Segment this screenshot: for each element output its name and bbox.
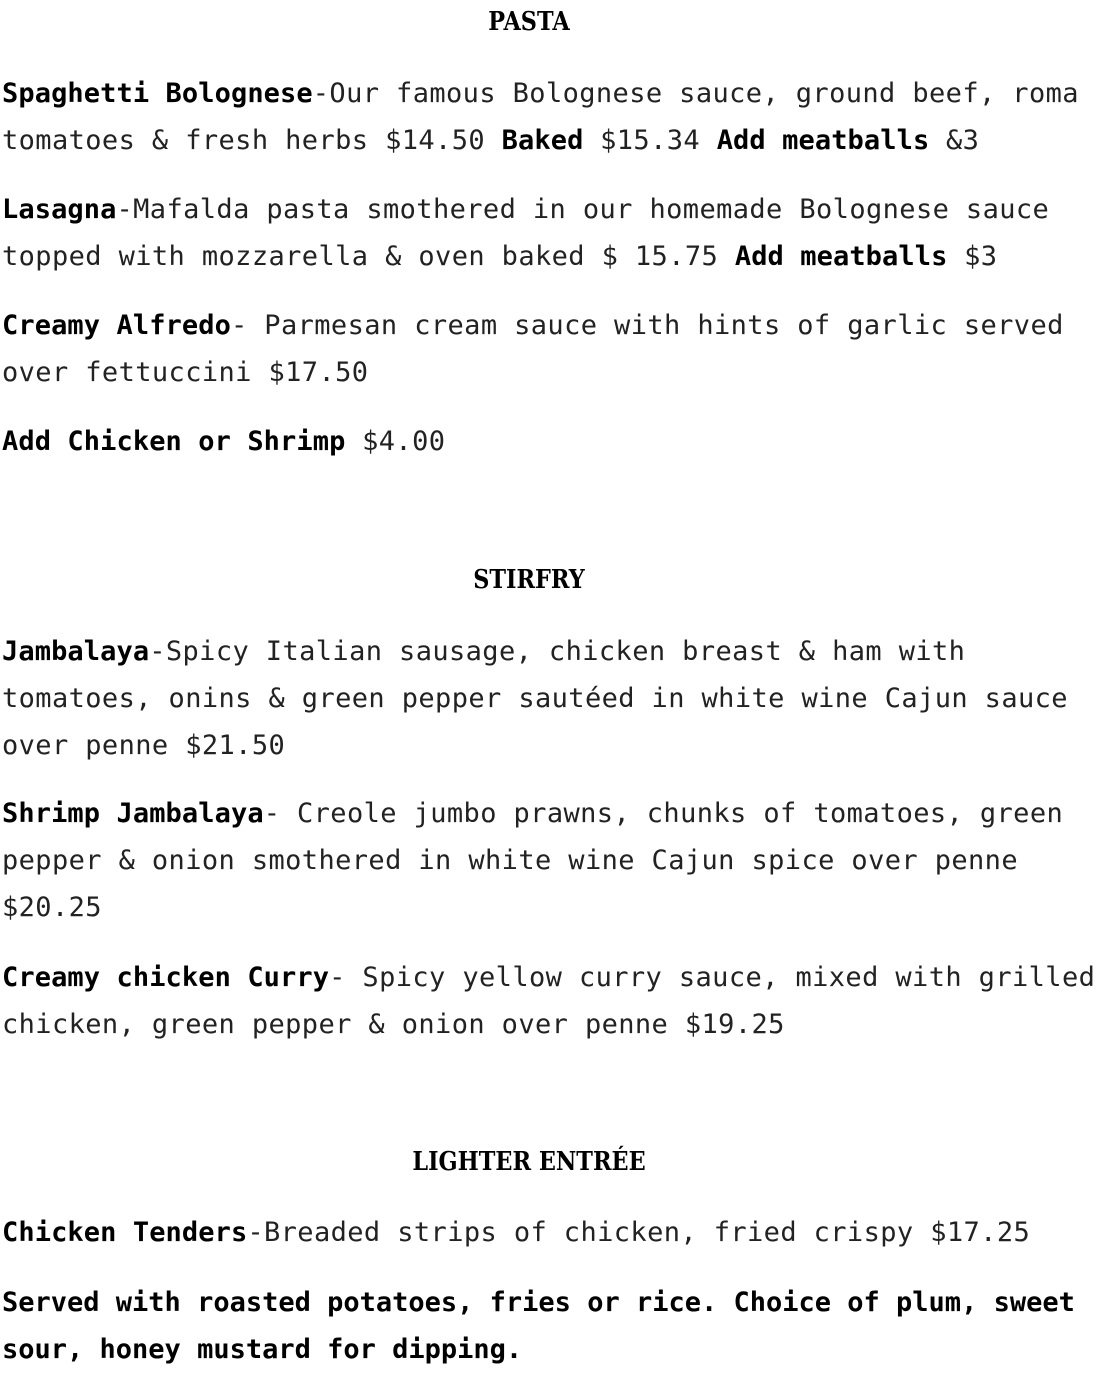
menu-item-chicken-tenders — [2, 1209, 1052, 1256]
menu-item-creamy-alfredo — [2, 302, 1064, 396]
item-description: - Parmesan cream sauce with hints of garlic served — [230, 310, 1064, 341]
item-name: Chicken Tenders — [2, 1217, 248, 1248]
item-name: Creamy Alfredo — [2, 310, 231, 341]
item-description: -Our famous Bolognese sauce, ground beef, roma — [312, 78, 1079, 109]
served-with-note — [2, 1279, 1075, 1373]
item-description: - Spicy yellow curry sauce, mixed with grilled — [329, 962, 1096, 993]
addon-label: Add meatballs — [716, 125, 930, 156]
section-title-pasta: PASTA — [488, 7, 570, 37]
menu-item-jambalaya — [2, 628, 1068, 769]
item-description: topped with mozzarella & oven baked $ 15.75 — [2, 241, 735, 272]
item-description: -Breaded strips of chicken, fried crispy $17.25 — [247, 1217, 1031, 1248]
item-description: - Creole jumbo prawns, chunks of tomatoes, green — [263, 798, 1064, 829]
item-description: pepper & onion smothered in white wine Cajun spice over penne — [2, 845, 1018, 876]
item-description: over fettuccini $17.50 — [2, 357, 369, 388]
menu-item-creamy-chicken-curry — [2, 954, 1096, 1048]
item-name: Lasagna — [2, 194, 117, 225]
item-name: Spaghetti Bolognese — [2, 78, 313, 109]
item-description: chicken, green pepper & onion over penne $19.25 — [2, 1009, 785, 1040]
baked-option-price: $15.34 — [583, 125, 717, 156]
addon-price: &3 — [929, 125, 980, 156]
note-line: sour, honey mustard for dipping. — [2, 1334, 523, 1365]
menu-item-spaghetti-bolognese — [2, 70, 1079, 164]
menu-addon-chicken-shrimp — [2, 418, 1052, 465]
menu-item-shrimp-jambalaya — [2, 790, 1064, 931]
item-name: Shrimp Jambalaya — [2, 798, 264, 829]
addon-price: $3 — [947, 241, 998, 272]
section-title-lighter-entree: LIGHTER ENTRÉE — [412, 1147, 646, 1177]
addon-label: Add Chicken or Shrimp — [2, 426, 346, 457]
item-description: -Spicy Italian sausage, chicken breast & ham with — [149, 636, 966, 667]
item-description: over penne $21.50 — [2, 730, 286, 761]
menu-item-lasagna — [2, 186, 1052, 280]
item-description: $20.25 — [2, 892, 102, 923]
item-description: tomatoes, onins & green pepper sautéed in white wine Cajun sauce — [2, 683, 1068, 714]
item-name: Jambalaya — [2, 636, 150, 667]
baked-option-label: Baked — [501, 125, 584, 156]
note-line: Served with roasted potatoes, fries or rice. Choice of plum, sweet — [2, 1287, 1075, 1318]
item-name: Creamy chicken Curry — [2, 962, 330, 993]
item-description: -Mafalda pasta smothered in our homemade Bolognese sauce — [116, 194, 1050, 225]
item-description: tomatoes & fresh herbs $14.50 — [2, 125, 502, 156]
addon-label: Add meatballs — [734, 241, 948, 272]
addon-price: $4.00 — [345, 426, 446, 457]
section-title-stirfry: STIRFRY — [473, 565, 585, 595]
